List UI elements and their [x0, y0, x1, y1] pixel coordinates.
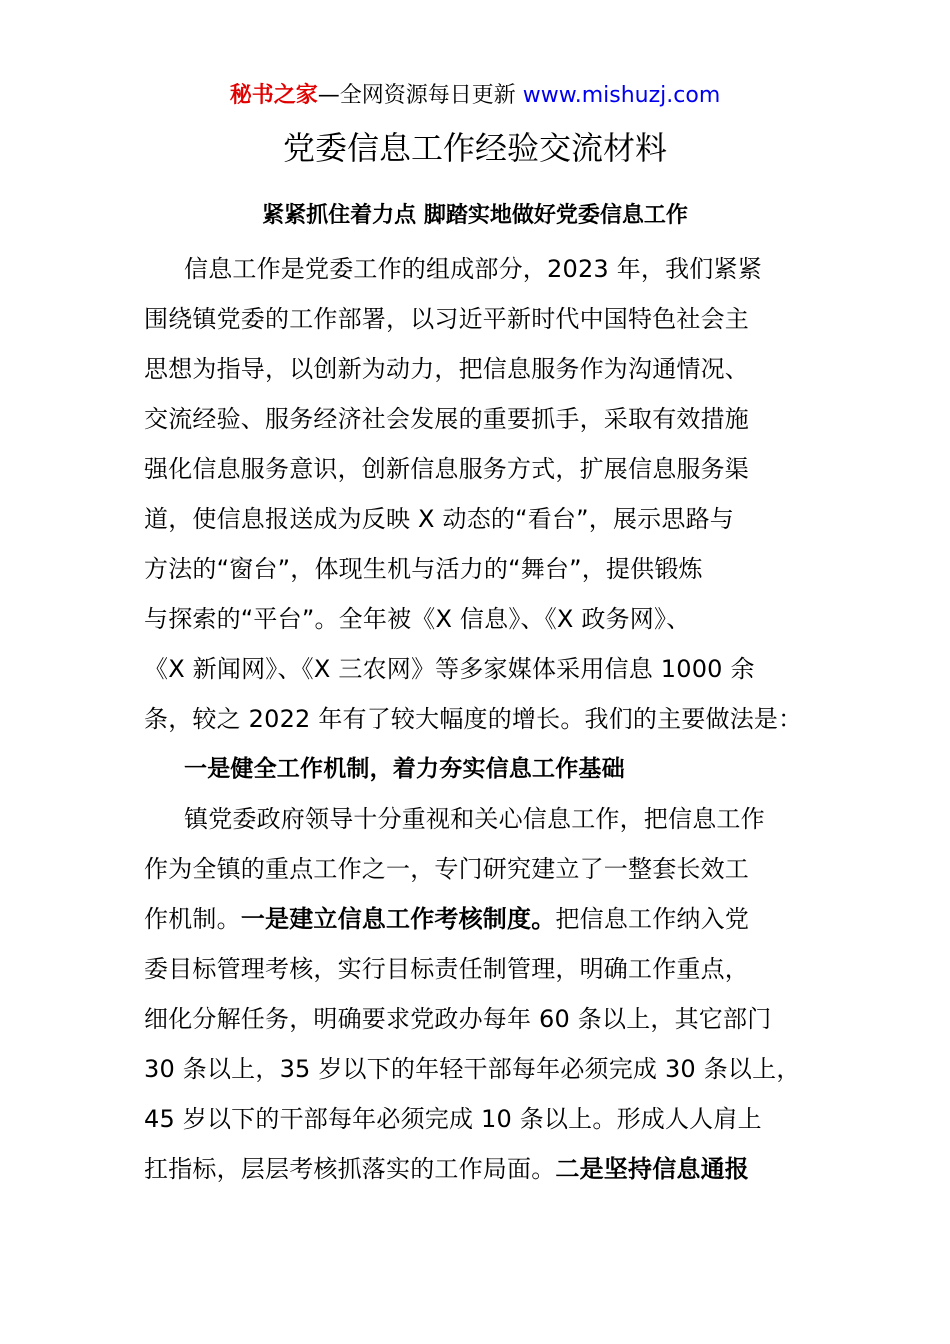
plain-text: 作机制。	[144, 905, 241, 933]
paragraph-line: 作为全镇的重点工作之一，专门研究建立了一整套长效工	[144, 855, 749, 883]
paragraph-line: 镇党委政府领导十分重视和关心信息工作，把信息工作	[184, 805, 765, 833]
site-url-link[interactable]: www.mishuzj.com	[522, 83, 721, 108]
paragraph-line: 围绕镇党委的工作部署，以习近平新时代中国特色社会主	[144, 305, 749, 333]
site-tagline: —全网资源每日更新	[317, 83, 523, 108]
paragraph-line: 交流经验、服务经济社会发展的重要抓手，采取有效措施	[144, 405, 749, 433]
paragraph-line: 道，使信息报送成为反映 X 动态的“看台”，展示思路与	[144, 505, 734, 533]
bold-text: 一是建立信息工作考核制度。	[240, 905, 556, 933]
plain-text: 扛指标，层层考核抓落实的工作局面。	[144, 1155, 556, 1183]
paragraph-line: 强化信息服务意识，创新信息服务方式，扩展信息服务渠	[144, 455, 749, 483]
document-title: 党委信息工作经验交流材料	[282, 129, 667, 167]
paragraph-line: 30 条以上，35 岁以下的年轻干部每年必须完成 30 条以上，	[144, 1055, 801, 1083]
section-heading: 一是健全工作机制，着力夯实信息工作基础	[184, 756, 625, 782]
paragraph-line: 方法的“窗台”，体现生机与活力的“舞台”，提供锻炼	[144, 555, 703, 583]
bold-text: 二是坚持信息通报	[555, 1155, 750, 1183]
paragraph-line: 信息工作是党委工作的组成部分，2023 年，我们紧紧	[184, 255, 762, 283]
paragraph-line: 《X 新闻网》、《X 三农网》等多家媒体采用信息 1000 余	[144, 655, 755, 683]
paragraph-line: 思想为指导，以创新为动力，把信息服务作为沟通情况、	[144, 355, 749, 383]
paragraph-line	[144, 894, 834, 944]
paragraph-line	[144, 1144, 834, 1194]
document-body	[144, 244, 834, 1194]
paragraph-line: 45 岁以下的干部每年必须完成 10 条以上。形成人人肩上	[144, 1105, 762, 1133]
plain-text: 把信息工作纳入党	[555, 905, 750, 933]
site-header	[0, 80, 950, 112]
paragraph-line: 委目标管理考核，实行目标责任制管理，明确工作重点，	[144, 955, 749, 983]
paragraph-line: 与探索的“平台”。全年被《X 信息》、《X 政务网》、	[144, 605, 691, 633]
paragraph-line: 细化分解任务，明确要求党政办每年 60 条以上，其它部门	[144, 1005, 772, 1033]
document-subtitle: 紧紧抓住着力点 脚踏实地做好党委信息工作	[262, 203, 688, 228]
paragraph-line: 条，较之 2022 年有了较大幅度的增长。我们的主要做法是：	[144, 705, 803, 733]
site-brand: 秘书之家	[229, 83, 318, 108]
